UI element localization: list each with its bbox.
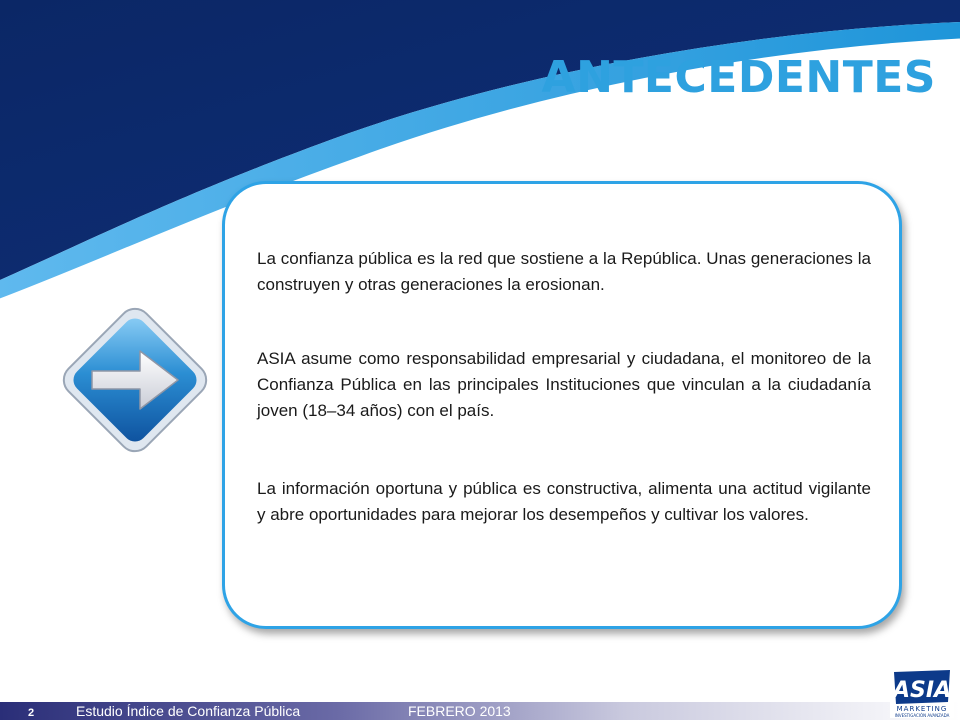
content-card bbox=[222, 181, 902, 629]
paragraph-2: ASIA asume como responsabilidad empresarial y ciudadana, el monitoreo de la Confianza Pública en las principales Instituciones que vinculan a la ciudadanía joven (18–34 años) con el país. bbox=[257, 349, 871, 420]
slide-title: ANTECEDENTES bbox=[541, 52, 936, 103]
svg-text:ASIA: ASIA bbox=[892, 678, 952, 703]
footer-study-label: Estudio Índice de Confianza Pública bbox=[76, 703, 301, 719]
page-number: 2 bbox=[28, 707, 35, 719]
asia-logo bbox=[890, 668, 954, 718]
svg-text:MARKETING: MARKETING bbox=[896, 705, 948, 713]
right-arrow-icon bbox=[50, 295, 220, 465]
paragraph-3: La información oportuna y pública es constructiva, alimenta una actitud vigilante y abre oportunidades para mejorar los desempeños y cultivar los valores. bbox=[257, 479, 871, 524]
svg-text:INVESTIGACIÓN AVANZADA: INVESTIGACIÓN AVANZADA bbox=[894, 713, 950, 718]
footer-date: FEBRERO 2013 bbox=[408, 703, 511, 719]
paragraph-1: La confianza pública es la red que sostiene a la República. Unas generaciones la construyen y otras generaciones la erosionan. bbox=[257, 249, 871, 294]
